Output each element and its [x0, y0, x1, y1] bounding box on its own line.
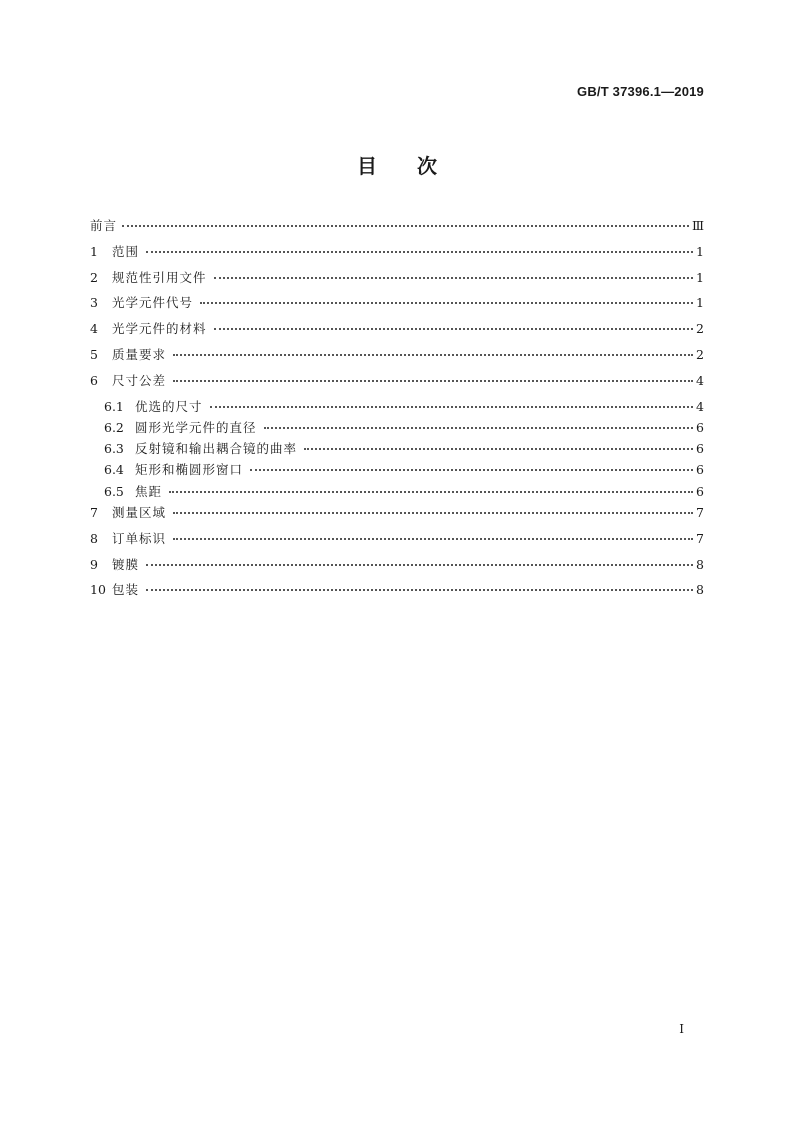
toc-entry-label: 规范性引用文件: [112, 269, 207, 285]
toc-dot-leader: [146, 239, 693, 253]
toc-entry-label: 反射镜和输出耦合镜的曲率: [135, 441, 298, 457]
toc-dot-leader: [122, 213, 689, 227]
toc-entry-number: 1: [90, 243, 98, 259]
toc-dot-leader: [173, 342, 693, 356]
toc-entry-label: 订单标识: [112, 530, 167, 546]
toc-dot-leader: [173, 526, 693, 540]
table-of-contents: [90, 216, 704, 606]
toc-entry-label: 光学元件代号: [112, 295, 194, 311]
toc-entry-page: 6: [696, 441, 704, 457]
toc-entry-label: 包装: [112, 582, 140, 598]
toc-entry-page: 1: [696, 295, 704, 311]
toc-entry-page: 4: [696, 398, 704, 414]
toc-dot-leader: [169, 479, 693, 493]
toc-dot-leader: [264, 415, 693, 429]
toc-dot-leader: [173, 500, 693, 514]
toc-dot-leader: [210, 394, 693, 408]
toc-entry-page: 6: [696, 462, 704, 478]
toc-dot-leader: [146, 577, 693, 591]
toc-entry-number: 6.5: [104, 483, 124, 499]
toc-entry-label: 质量要求: [112, 346, 167, 362]
toc-entry-label: 圆形光学元件的直径: [135, 419, 257, 435]
toc-dot-leader: [214, 265, 693, 279]
toc-entry-number: 6.2: [104, 419, 124, 435]
toc-entry-page: 7: [696, 505, 704, 521]
toc-entry-page: 6: [696, 483, 704, 499]
standard-number: GB/T 37396.1—2019: [577, 84, 704, 99]
toc-entry-page: 7: [696, 530, 704, 546]
toc-entry-page: 2: [696, 346, 704, 362]
toc-entry-label: 尺寸公差: [112, 372, 167, 388]
toc-entry-number: 7: [90, 505, 98, 521]
toc-entry-page: 8: [696, 582, 704, 598]
toc-dot-leader: [214, 316, 693, 330]
toc-entry-page: Ⅲ: [691, 218, 704, 233]
toc-entry-number: 9: [90, 556, 98, 572]
toc-dot-leader: [173, 368, 693, 382]
page-number: I: [679, 1022, 684, 1036]
toc-dot-leader: [304, 436, 693, 450]
toc-entry-page: 1: [696, 243, 704, 259]
toc-entry-page: 1: [696, 269, 704, 285]
toc-entry-number: 10: [90, 582, 106, 598]
toc-entry-number: 5: [90, 346, 98, 362]
toc-entry-page: 2: [696, 321, 704, 337]
toc-entry-label: 光学元件的材料: [112, 321, 207, 337]
toc-entry-number: 3: [90, 295, 98, 311]
toc-dot-leader: [200, 290, 693, 304]
toc-entry-label: 前言: [90, 218, 118, 233]
toc-dot-leader: [146, 552, 693, 566]
toc-entry-number: 2: [90, 269, 98, 285]
toc-entry-page: 6: [696, 419, 704, 435]
toc-entry-label: 矩形和椭圆形窗口: [135, 462, 244, 478]
toc-entry-label: 优选的尺寸: [135, 398, 203, 414]
toc-dot-leader: [250, 457, 693, 471]
toc-entry-page: 8: [696, 556, 704, 572]
toc-entry-label: 镀膜: [112, 556, 140, 572]
toc-entry-page: 4: [696, 372, 704, 388]
toc-entry-number: 6: [90, 372, 98, 388]
toc-entry-label: 测量区域: [112, 505, 167, 521]
toc-entry-number: 6.1: [104, 398, 124, 414]
toc-entry-number: 6.3: [104, 441, 124, 457]
toc-entry[interactable]: [90, 580, 704, 606]
page-title: 目次: [357, 154, 477, 178]
toc-entry-number: 8: [90, 530, 98, 546]
toc-entry-number: 6.4: [104, 462, 124, 478]
toc-entry-label: 焦距: [135, 483, 163, 499]
toc-entry-label: 范围: [112, 243, 140, 259]
toc-entry-number: 4: [90, 321, 98, 337]
